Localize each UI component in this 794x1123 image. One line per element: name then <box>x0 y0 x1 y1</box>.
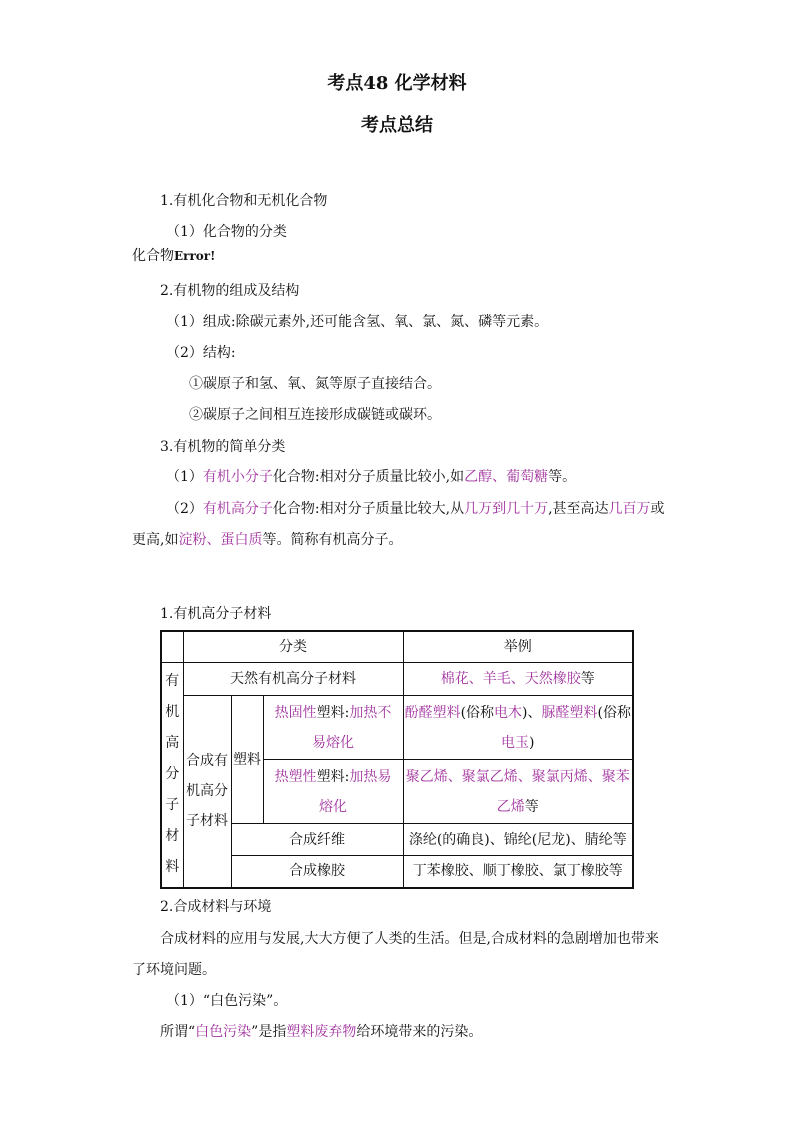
highlight: 聚乙烯、聚氯乙烯、聚氯丙烯、聚苯 <box>405 768 630 785</box>
highlight: 酚醛塑料 <box>404 704 461 721</box>
highlight: 电木 <box>494 704 523 721</box>
structure-item-1: ①碳原子和氢、氧、氮等原子直接结合。 <box>189 376 441 392</box>
side-char: 料 <box>165 859 180 876</box>
highlight: 、 <box>206 532 221 548</box>
highlight: 有机高分子 <box>202 501 273 517</box>
text: 等。简称有机高分子。 <box>262 532 403 548</box>
white-pollution-line <box>160 1022 482 1042</box>
highlight: 热塑性 <box>274 768 317 785</box>
page-subtitle: 考点总结 <box>361 115 433 136</box>
compound-line <box>132 246 215 266</box>
highlight: 棉花、羊毛、天然橡胶 <box>440 671 581 687</box>
thermoset-cell <box>263 696 403 760</box>
text: 化合物:相对分子质量比较小,如 <box>272 469 465 485</box>
highlight: 塑料废弃物 <box>286 1024 357 1040</box>
text: 等 <box>580 671 595 687</box>
synthetic-material <box>183 696 231 888</box>
text: 更高,如 <box>132 532 179 548</box>
header-example: 举例 <box>403 631 633 663</box>
text: ,甚至高达 <box>548 501 609 517</box>
white-pollution-sub: （1）“白色污染”。 <box>166 993 288 1009</box>
rubber-example: 丁苯橡胶、顺丁橡胶、氯丁橡胶等 <box>403 856 633 888</box>
side-char: 分 <box>165 766 180 783</box>
side-label <box>161 663 183 888</box>
text: 等 <box>524 798 539 815</box>
highlight: 蛋白质 <box>220 532 263 548</box>
rubber-label: 合成橡胶 <box>231 856 403 888</box>
thermoplastic-cell <box>263 760 403 824</box>
section-3-heading: 3.有机物的简单分类 <box>160 439 286 455</box>
thermoset-example <box>403 696 633 760</box>
highlight: 熔化 <box>319 798 348 815</box>
text: ) <box>529 734 535 751</box>
environment-para-2: 了环境问题。 <box>132 962 216 978</box>
text: 等。 <box>548 469 577 485</box>
thermoplastic-example <box>403 760 633 824</box>
highlight: 电玉 <box>501 734 530 751</box>
highlight: 淀粉 <box>178 532 207 548</box>
highlight: 加热不 <box>349 704 392 721</box>
text: 塑料: <box>316 704 350 721</box>
highlight: 乙醇 <box>464 469 493 485</box>
highlight: 有机小分子 <box>202 469 273 485</box>
highlight: 白色污染 <box>195 1024 252 1040</box>
highlight: 几万到几十万 <box>464 501 549 517</box>
section-1-heading: 1.有机化合物和无机化合物 <box>160 193 328 209</box>
highlight: 乙烯 <box>496 798 525 815</box>
section-5-heading: 2.合成材料与环境 <box>160 899 272 915</box>
fiber-example: 涤纶(的确良)、锦纶(尼龙)、腈纶等 <box>403 824 633 856</box>
side-char: 有 <box>165 673 180 690</box>
natural-example <box>403 663 633 696</box>
structure-item-2: ②碳原子之间相互连接形成碳链或碳环。 <box>189 407 441 423</box>
highlight: 易熔化 <box>312 734 355 751</box>
text: 所谓“ <box>160 1024 196 1040</box>
highlight: 葡萄糖 <box>506 469 549 485</box>
cell-line: 合成有 <box>186 753 228 770</box>
composition-text: （1）组成:除碳元素外,还可能含氢、氧、氯、氮、磷等元素。 <box>166 314 549 330</box>
cell-line: 子材料 <box>186 813 228 830</box>
text: 化合物:相对分子质量比较大,从 <box>272 501 465 517</box>
structure-label: （2）结构: <box>166 345 236 361</box>
side-char: 子 <box>165 797 180 814</box>
macromolecule-line-1 <box>166 499 665 519</box>
fiber-label: 合成纤维 <box>231 824 403 856</box>
table-corner <box>161 631 183 663</box>
text: (俗称 <box>597 704 631 721</box>
text: 塑料: <box>316 768 350 785</box>
highlight: 、 <box>492 469 507 485</box>
text: )、 <box>522 704 542 721</box>
macromolecule-line-2 <box>132 530 402 550</box>
section-1-sub: （1）化合物的分类 <box>166 224 287 240</box>
side-char: 高 <box>165 735 180 752</box>
highlight: 几百万 <box>608 501 651 517</box>
section-4-heading: 1.有机高分子材料 <box>160 606 272 622</box>
small-molecule-line <box>166 467 576 487</box>
environment-para-1: 合成材料的应用与发展,大大方便了人类的生活。但是,合成材料的急剧增加也带来 <box>160 931 659 947</box>
highlight: 脲醛塑料 <box>541 704 598 721</box>
compound-label: 化合物 <box>132 248 174 264</box>
header-class: 分类 <box>183 631 403 663</box>
highlight: 热固性 <box>274 704 317 721</box>
text: ”是指 <box>251 1024 287 1040</box>
natural-material: 天然有机高分子材料 <box>183 663 403 696</box>
text: (俗称 <box>460 704 495 721</box>
error-text: Error! <box>174 249 216 263</box>
highlight: 加热易 <box>349 768 392 785</box>
section-2-heading: 2.有机物的组成及结构 <box>160 283 300 299</box>
text: 给环境带来的污染。 <box>356 1024 483 1040</box>
text: 或 <box>650 501 665 517</box>
page-title: 考点48 化学材料 <box>327 73 467 94</box>
side-char: 材 <box>165 828 180 845</box>
cell-line: 机高分 <box>186 783 228 800</box>
text: （1） <box>166 469 203 485</box>
side-char: 机 <box>165 704 180 721</box>
text: （2） <box>166 501 203 517</box>
polymer-material-table <box>160 630 634 889</box>
plastic-label: 塑料 <box>231 696 263 824</box>
